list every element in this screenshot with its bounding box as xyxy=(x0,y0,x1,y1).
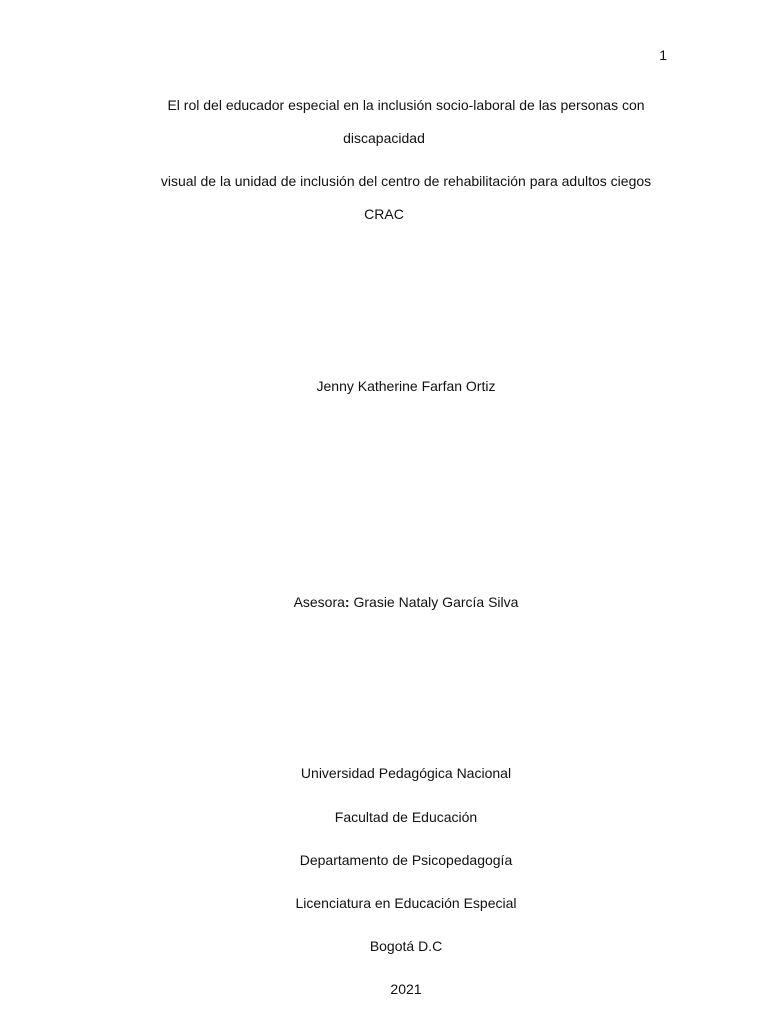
title-line-1: El rol del educador especial en la inclusión socio-laboral de las personas con xyxy=(167,97,645,113)
page-number: 1 xyxy=(659,47,667,63)
title-line-2: discapacidad xyxy=(343,130,425,146)
author-name: Jenny Katherine Farfan Ortiz xyxy=(316,378,496,394)
year: 2021 xyxy=(390,981,422,997)
advisor-line xyxy=(22,593,768,611)
faculty-name: Facultad de Educación xyxy=(334,809,478,825)
advisor-label: Asesora xyxy=(293,594,345,610)
city-name: Bogotá D.C xyxy=(369,938,443,954)
advisor-separator: : xyxy=(344,594,350,610)
title-line-4: CRAC xyxy=(364,206,404,222)
department-name: Departamento de Psicopedagogía xyxy=(299,852,513,868)
program-name: Licenciatura en Educación Especial xyxy=(295,895,517,911)
university-name: Universidad Pedagógica Nacional xyxy=(300,765,512,781)
advisor-name: Grasie Nataly García Silva xyxy=(353,594,519,610)
title-line-3: visual de la unidad de inclusión del centro de rehabilitación para adultos ciegos xyxy=(160,173,652,189)
